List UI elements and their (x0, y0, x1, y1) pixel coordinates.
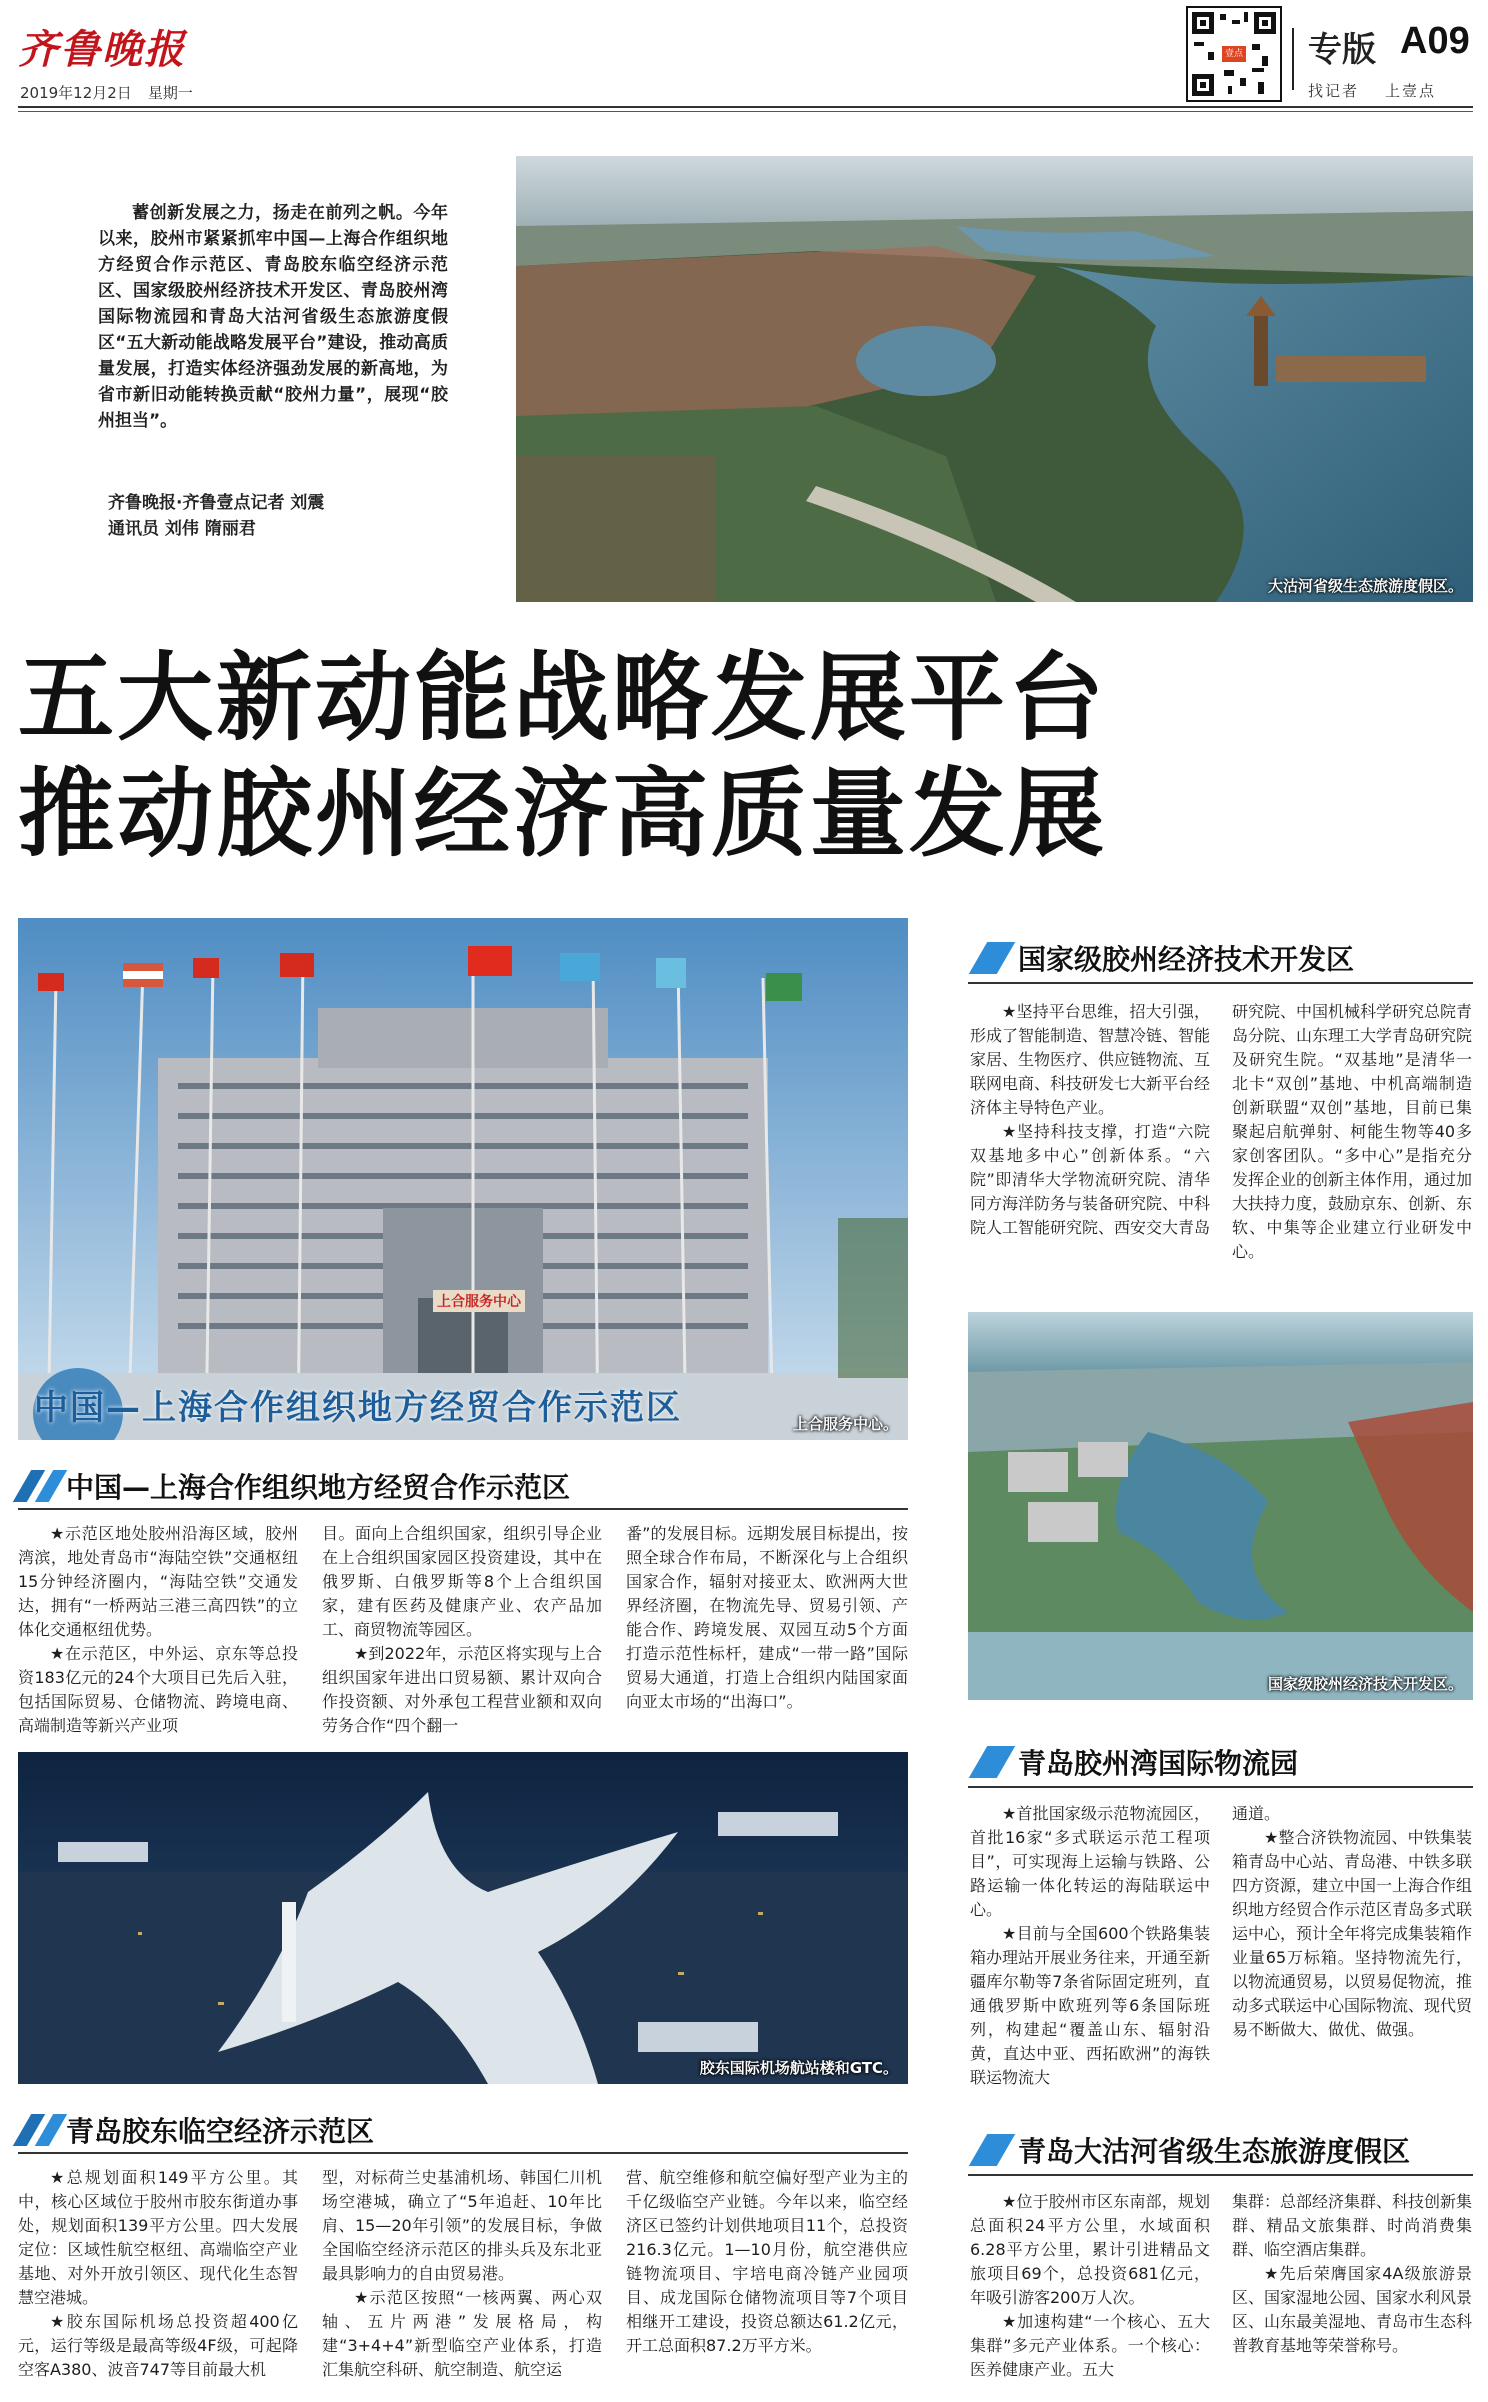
header-rule-thin (18, 111, 1473, 112)
sco-col-2 (322, 1522, 602, 1738)
sco-rule (18, 1508, 908, 1510)
airport-rule (18, 2152, 908, 2154)
sco-para: ★示范区地处胶州沿海区域，胶州湾滨，地处青岛市“海陆空铁”交通枢纽15分钟经济圈内，“海陆空铁”交通发达，拥有“一桥两站三港三高四铁”的立体化交通枢纽优势。 (18, 1524, 298, 1639)
header-rule (18, 106, 1473, 108)
dagu-river-photo (516, 156, 1473, 602)
airport-photo-caption: 胶东国际机场航站楼和GTC。 (699, 2059, 898, 2077)
heading-slash-icon (969, 2134, 1015, 2166)
sco-para: 目。面向上合组织国家，组织引导企业在上合组织国家园区投资建设，其中在俄罗斯、白俄罗斯等8个上合组织国家，建有医药及健康产业、农产品加工、商贸物流等园区。 (322, 1524, 602, 1639)
headline-line-1: 五大新动能战略发展平台 (18, 642, 1107, 754)
logistics-heading (978, 1742, 1298, 1782)
channel-tag: 上壹点 (1385, 82, 1437, 100)
headline-line-2: 推动胶州经济高质量发展 (18, 758, 1107, 870)
logistics-rule (968, 1786, 1473, 1788)
devzone-para: ★坚持科技支撑，打造“六院双基地多中心”创新体系。“六院”即清华大学物流研究院、清华同方海洋防务与装备研究院、中科院人工智能研究院、西安交大青岛 (970, 1122, 1211, 1237)
logistics-para: ★首批国家级示范物流园区，首批16家“多式联运示范工程项目”，可实现海上运输与铁路、公路运输一体化转运的海陆联运中心。 (970, 1804, 1210, 1919)
airport-photo (18, 1752, 908, 2084)
weekday: 星期一 (147, 84, 193, 102)
intro-text: 蓄创新发展之力，扬走在前列之帆。今年以来，胶州市紧紧抓牢中国—上海合作组织地方经贸合作示范区、青岛胶东临空经济示范区、国家级胶州经济技术开发区、青岛胶州湾国际物流园和青岛大沽河省级生态旅游度假区“五大新动能战略发展平台”建设，推动高质量发展，打造实体经济强劲发展的新高地，为省市新旧动能转换贡献“胶州力量”，展现“胶州担当”。 (98, 203, 448, 431)
airport-para: 型，对标荷兰史基浦机场、韩国仁川机场空港城，确立了“5年追赶、10年比肩、15—20年引领”的发展目标，争做全国临空经济示范区的排头兵及东北亚最具影响力的自由贸易港。 (322, 2168, 602, 2283)
main-headline (18, 640, 1107, 872)
devzone-para: ★坚持平台思维，招大引强，形成了智能制造、智慧冷链、智能家居、生物医疗、供应链物流、互联网电商、科技研发七大新平台经济体主导特色产业。 (970, 1002, 1211, 1117)
dagu-rule (968, 2174, 1473, 2176)
section-label: 专版 (1308, 30, 1376, 70)
page-number: A09 (1400, 20, 1470, 62)
qr-code-icon: 壹点 (1186, 6, 1282, 102)
airport-para: ★总规划面积149平方公里。其中，核心区域位于胶州市胶东街道办事处，规划面积139平方公里。四大发展定位：区域性航空枢纽、高端临空产业基地、对外开放引领区、现代化生态智慧空港城。 (18, 2168, 298, 2307)
sco-heading (22, 1466, 570, 1506)
masthead: 齐鲁晚报 (18, 26, 186, 73)
header-tags (1308, 80, 1462, 101)
airport-para: ★胶东国际机场总投资超400亿元，运行等级是最高等级4F级，可起降空客A380、波音747等目前最大机 (18, 2312, 298, 2379)
airport-col-2 (322, 2166, 602, 2382)
sco-col-1 (18, 1522, 298, 1738)
devzone-heading (978, 938, 1354, 978)
logistics-title: 青岛胶州湾国际物流园 (1018, 1747, 1299, 1780)
sco-para: ★到2022年，示范区将实现与上合组织国家年进出口贸易额、累计双向合作投资额、对外承包工程营业额和双向劳务合作“四个翻一 (322, 1644, 602, 1735)
devzone-col-2 (1232, 1000, 1472, 1264)
dagu-para: 集群：总部经济集群、科技创新集群、精品文旅集群、时尚消费集群、临空酒店集群。 (1232, 2192, 1473, 2259)
airport-title: 青岛胶东临空经济示范区 (66, 2115, 375, 2148)
header-divider (1292, 28, 1294, 90)
dagu-para: ★位于胶州市区东南部，规划总面积24平方公里，水域面积6.28平方公里，累计引进精品文旅项目69个，总投资681亿元，年吸引游客200万人次。 (970, 2192, 1210, 2307)
logistics-para: ★目前与全国600个铁路集装箱办理站开展业务往来，开通至新疆库尔勒等7条省际固定班列，直通俄罗斯中欧班列等6条国际班列，构建起“覆盖山东、辐射沿黄，直达中亚、西拓欧洲”的海铁联运物流大 (970, 1924, 1211, 2087)
issue-date (20, 82, 209, 103)
airport-col-1 (18, 2166, 298, 2382)
devzone-aerial-photo (968, 1312, 1473, 1700)
byline (108, 490, 438, 542)
devzone-rule (968, 982, 1473, 984)
sco-sign: 上合服务中心 (433, 1290, 525, 1312)
dagu-para: ★加速构建“一个核心、五大集群”多元产业体系。一个核心：医养健康产业。五大 (970, 2312, 1210, 2379)
airport-col-3 (626, 2166, 908, 2358)
sco-para: ★在示范区，中外运、京东等总投资183亿元的24个大项目已先后入驻，包括国际贸易、仓储物流、跨境电商、高端制造等新兴产业项 (18, 1644, 298, 1735)
sco-title: 中国—上海合作组织地方经贸合作示范区 (66, 1471, 571, 1504)
logistics-para: 通道。 (1232, 1804, 1281, 1823)
devzone-col-1 (970, 1000, 1210, 1240)
logistics-col-2 (1232, 1802, 1472, 2042)
heading-slash-icon (969, 1746, 1015, 1778)
airport-para: 营、航空维修和航空偏好型产业为主的千亿级临空产业链。今年以来，临空经济区已签约计划供地项目11个，总投资216.3亿元。1—10月份，航空港供应链物流项目、宇培电商冷链产业园项目、成龙国际仓储物流项目等7个项目相继开工建设，投资总额达61.2亿元，开工总面积87.2万平方米。 (626, 2168, 908, 2355)
logistics-col-1 (970, 1802, 1210, 2090)
devzone-para: 研究院、中国机械科学研究总院青岛分院、山东理工大学青岛研究院及研究生院。“双基地”是清华一北卡“双创”基地、中机高端制造创新联盟“双创”基地，目前已集聚起启航弹射、柯能生物等40多家创客团队。“多中心”是指充分发挥企业的创新主体作用，通过加大扶持力度，鼓励京东、创新、东软、中集等企业建立行业研发中心。 (1232, 1002, 1473, 1261)
sco-banner: 中国—上海合作组织地方经贸合作示范区 (34, 1388, 682, 1428)
sco-col-3 (626, 1522, 908, 1714)
logistics-para: ★整合济铁物流园、中铁集装箱青岛中心站、青岛港、中铁多联四方资源，建立中国一上海合作组织地方经贸合作示范区青岛多式联运中心，预计全年将完成集装箱作业量65万标箱。坚持物流先行，以物流通贸易，以贸易促物流，推动多式联运中心国际物流、现代贸易不断做大、做优、做强。 (1232, 1828, 1473, 2039)
byline-reporter: 齐鲁晚报·齐鲁壹点记者 刘震 (108, 493, 325, 513)
date: 2019年12月2日 (20, 84, 132, 102)
sco-para: 番”的发展目标。远期发展目标提出，按照全球合作布局，不断深化与上合组织国家合作，辐射对接亚太、欧洲两大世界经济圈，在物流先导、贸易引领、产能合作、跨境发展、双园互动5个方面打造示范性标杆，建成“一带一路”国际贸易大通道，打造上合组织内陆国家面向亚太市场的“出海口”。 (626, 1524, 908, 1711)
byline-correspondents: 通讯员 刘伟 隋丽君 (108, 519, 256, 539)
airport-para: ★示范区按照“一核两翼、两心双轴、五片两港”发展格局，构建“3+4+4”新型临空产业体系，打造汇集航空科研、航空制造、航空运 (322, 2288, 602, 2379)
airport-heading (22, 2110, 374, 2150)
dagu-col-2 (1232, 2190, 1472, 2358)
heading-slash-icon (969, 942, 1015, 974)
dagu-photo-caption: 大沽河省级生态旅游度假区。 (1267, 577, 1463, 595)
sco-service-center-photo (18, 918, 908, 1440)
dagu-heading (978, 2130, 1410, 2170)
devzone-title: 国家级胶州经济技术开发区 (1018, 943, 1355, 976)
dagu-title: 青岛大沽河省级生态旅游度假区 (1018, 2135, 1411, 2168)
devzone-photo-caption: 国家级胶州经济技术开发区。 (1267, 1675, 1463, 1693)
dagu-col-1 (970, 2190, 1210, 2382)
editor-tag: 找记者 (1308, 82, 1360, 100)
sco-photo-caption: 上合服务中心。 (792, 1415, 898, 1433)
dagu-para: ★先后荣膺国家4A级旅游景区、国家湿地公园、国家水利风景区、山东最美湿地、青岛市生态科普教育基地等荣誉称号。 (1232, 2264, 1473, 2355)
